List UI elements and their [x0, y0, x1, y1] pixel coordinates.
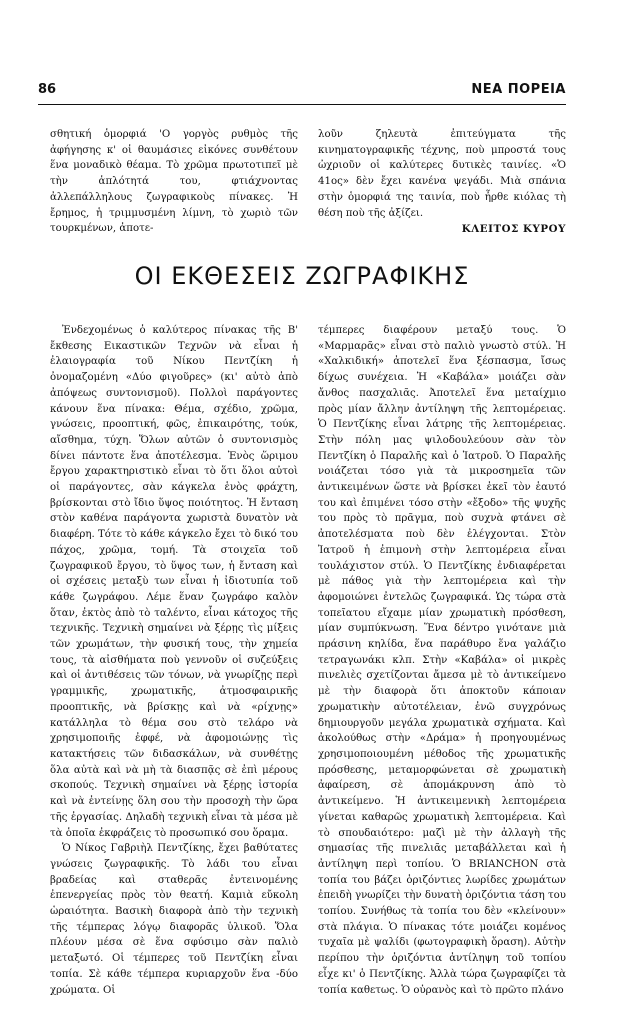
article-signature: ΚΛΕΙΤΟΣ ΚΥΡΟΥ: [461, 223, 566, 236]
main-article-paragraph-1: Ἐνδεχομένως ὁ καλύτερος πίνακας τῆς Β' ἔκθεσης Εικαστικῶν Τεχνῶν νὰ εἶναι ἡ ἐλαιογραφία τοῦ Νίκου Πεντζίκη ἡ ὀνομαζομένη «Δύο φιγοῦρες» (κι' αὐτὸ ἀπὸ ἀπόψεως συντονισμοῦ). Πολλοὶ παράγοντες κάνουν ἕνα πίνακα: Θέμα, σχέδιο, χρῶμα, γνώσεις, προοπτική, φῶς, ἐπικαιρότης, τούκ, αἴσθημα, τύχη. Ὅλων αὐτῶν ὁ συντονισμὸς δίνει πάντοτε ἕνα ἀποτέλεσμα. Ἑνὸς ὥριμου ἔργου χαρακτηριστικὸ εἶναι τὸ ὅτι ὅλοι αὐτοὶ οἱ παράγοντες, σὰν κάγκελα ἑνὸς φράχτη, βρίσκονται στὸ ἴδιο ὕψος ποιότητος. Ἡ ἔνταση στὸν καθένα παράγοντα χωριστὰ δυνατὸν νὰ διαφέρη. Τότε τὸ κάθε κάγκελο ἔχει τὸ δικό του πάχος, χρῶμα, τομή. Τὰ στοιχεῖα τοῦ ζωγραφικοῦ ἔργου, τὸ ὕψος των, ἡ ἔνταση καὶ οἱ σχέσεις μεταξὺ των εἶναι ἡ ἰδιοτυπία τοῦ κάθε ζωγράφου. Λέμε ἕναν ζωγράφο καλὸν ὅταν, ἐκτὸς ἀπὸ τὸ ταλέντο, εἶναι κάτοχος τῆς τεχνικῆς. Τεχνικὴ σημαίνει νὰ ξέρῃς τὶς μίξεις τῶν χρωμάτων, τὴν φυσική τους, τὴν χημεία τους, τὰ αἰσθήματα ποὺ γεννοῦν οἱ συζεύξεις καὶ οἱ ἀντιθέσεις τῶν τόνων, νὰ γνωρίζῃς περὶ γραμμικῆς, χρωματικῆς, ἀτμοσφαιρικῆς προοπτικῆς, νὰ βρίσκῃς καὶ νὰ «ρίχνῃς» κατάλληλα τὸ θέμα σου στὸ τελάρο νὰ χρησιμοποιῆς ἐφφέ, νὰ ἀφομοιώνῃς τὶς κατακτήσεις τῶν διδασκάλων, νὰ συνθέτῃς ὅλα αὐτὰ καὶ νὰ μὴ τὰ διασπᾷς σὲ ἐπὶ μέρους σκοπούς. Τεχνικὴ σημαίνει νὰ ξέρῃς ἱστορία καὶ νὰ ἐντείνῃς ὅλη σου τὴν προσοχὴ τὴν ὥρα τῆς ἐργασίας. Δηλαδὴ τεχνικὴ εἶναι τὰ μέσα μὲ τὰ ὁποῖα ἐκφράζεις τὸ προσωπικό σου ὅραμα.: [50, 325, 298, 839]
main-article-right-column: [318, 323, 566, 998]
main-article-left-column: [50, 323, 298, 998]
top-article-left-column: [50, 127, 298, 237]
header-rule: [38, 104, 566, 105]
top-article-left-text: σθητική ὁμορφιά 'Ο γοργὸς ρυθμὸς τῆς ἀφήγησης κ' οἱ θαυμάσιες εἰκόνες συνθέτουν ἕνα μοναδικὸ θέαμα. Τὸ χρῶμα πρωτοτιπεῖ μὲ τὴν ἁπλότητά του, φτιάχνοντας ἀλλεπάλληλους ζωγραφικοὺς πίνακες. Ἡ ἔρημος, ἡ τριμμυσμένη λίμνη, τὸ χωριὸ τῶν τουρκμένων, ἀποτε-: [50, 129, 298, 235]
page-header: [38, 82, 566, 100]
main-article-right-text: τέμπερες διαφέρουν μεταξύ τους. Ὁ «Μαρμαρᾶς» εἶναι στὸ παλιὸ γνωστὸ στύλ. Ἡ «Χαλκιδική» ἀποτελεῖ ἕνα ξέσπασμα, ἴσως δίχως συνέχεια. Ἡ «Καβάλα» μοιάζει σὰν ἄνθος πασχαλιᾶς. Ἀποτελεῖ ἕνα μεταίχμιο πρὸς μίαν ἄλλην ἀντίληψη τῆς λεπτομέρειας. Ὁ Πεντζίκης εἶναι λάτρης τῆς λεπτομέρειας. Στὴν πόλη μας ψιλοδουλεύουν σὰν τὸν Πεντζίκη ὁ Παραλῆς καὶ ὁ Ἰατροῦ. Ὁ Παραλῆς νοιάζεται τόσο γιὰ τὰ μικροσημεῖα τῶν ἀντικειμένων ὥστε νὰ βρίσκει ἐκεῖ τὸν ἑαυτό του καὶ ἐπιμένει τόσο στὴν «ἔξοδο» τῆς ψυχῆς του πρὸς τὸ πρᾶγμα, ποὺ συχνὰ φτάνει σὲ ἀποτελέσματα ποὺ δὲν ἐλέγχονται. Στὸν Ἰατροῦ ἡ ἐπιμονὴ στὴν λεπτομέρεια εἶναι τουλάχιστον στύλ. Ὁ Πεντζίκης ἐνδιαφέρεται μὲ πάθος γιὰ τὴν λεπτομέρεια καὶ τὴν ἀφομοιώνει ἐντελῶς ζωγραφικά. Ὡς τώρα στὰ τοπεῖατου εἴχαμε μίαν χρωματικὴ πρόσθεση, μίαν συμπύκνωση. Ἕνα δέντρο γινότανε μιὰ πράσινη κηλίδα, ἕνα παράθυρο ἕνα γαλάζιο τετραγωνάκι κλπ. Στὴν «Καβάλα» οἱ μικρὲς πινελιὲς σχετίζονται ἄμεσα μὲ τὸ ἀντικείμενο μὲ τὴν διαφορὰ ὅτι ἀποκτοῦν κάποιαν χρωματικὴν αὐτοτέλειαν, ἐνῶ συγχρόνως δημιουργοῦν μεγάλα χρωματικὰ σχήματα. Καὶ ἀκολούθως στὴν «Δράμα» ἡ προηγουμένως χρησιμοποιουμένη μέθοδος τῆς χρωματικῆς πρόσθεσης, μεταμορφώνεται σὲ χρωματικὴ ἀφαίρεση, σὲ ἀπομάκρυνση ἀπὸ τὸ ἀντικείμενο. Ἡ ἀντικειμενικὴ λεπτομέρεια γίνεται καθαρῶς χρωματικὴ λεπτομέρεια. Καὶ τὸ σπουδαιότερο: μαζὶ μὲ τὴν ἀλλαγὴ τῆς σημασίας τῆς πινελιᾶς μεταβάλλεται καὶ ἡ ἀντίληψη περὶ τοπίου. Ὁ BRIANCHON στὰ τοπία του βάζει ὁριζόντιες λωρίδες χρωμάτων ἐπειδὴ γνωρίζει τὴν δυνατὴ ὁριζόντια τάση του τοπίου. Συνήθως τὰ τοπία του δὲν «κλείνουν» στὰ πλάγια. Ὁ πίνακας τότε μοιάζει κομένος τυχαῖα μὲ ψαλίδι (φωτογραφικὴ ὅραση). Αὐτὴν περίπου τὴν ὁριζόντια ἀντίληψη τοῦ τοπίου εἶχε κι' ὁ Πεντζίκης. Ἀλλὰ τώρα ζωγραφίζει τὰ τοπία καθετως. Ὁ οὐρανὸς καὶ τὸ πρῶτο πλάνο: [318, 325, 566, 996]
journal-title: ΝΕΑ ΠΟΡΕΙΑ: [471, 82, 566, 97]
section-title: ΟΙ ΕΚΘΕΣΕΙΣ ΖΩΓΡΑΦΙΚΗΣ: [134, 262, 470, 290]
top-article-right-text: λοῦν ζηλευτὰ ἐπιτεύγματα τῆς κινηματογραφικῆς τέχνης, ποὺ μπροστά τους ὠχριοῦν οἱ καλύτερες δυτικὲς ταινίες. «Ὁ 41ος» δὲν ἔχει κανένα ψεγάδι. Μιὰ σπάνια στὴν ὁμορφιά της ταινία, ποὺ ἦρθε κιόλας τὴ θέση ποὺ τῆς ἀξίζει.: [318, 129, 566, 219]
main-article-paragraph-2: Ὁ Νίκος Γαβριὴλ Πεντζίκης, ἔχει βαθύτατες γνώσεις ζωγραφικῆς. Τὸ λάδι του εἶναι βραδείας καὶ σταθερᾶς ἐντεινομένης ἐπενεργείας πρὸς τὸν θεατή. Καμιὰ εὔκολη ὡραιότητα. Βασικὴ διαφορὰ ἀπὸ τὴν τεχνικὴ τῆς τέμπερας λόγῳ διαφορᾶς ὑλικοῦ. Ὅλα πλέουν μέσα σὲ ἕνα σφύσιμο σὰν παλιὸ μεταξωτό. Οἱ τέμπερες τοῦ Πεντζίκη εἶναι τοπία. Σὲ κάθε τέμπερα κυριαρχοῦν ἕνα -δύο χρώματα. Οἱ: [50, 843, 298, 996]
page-number: 86: [38, 82, 57, 97]
top-article-right-column: [318, 127, 566, 238]
